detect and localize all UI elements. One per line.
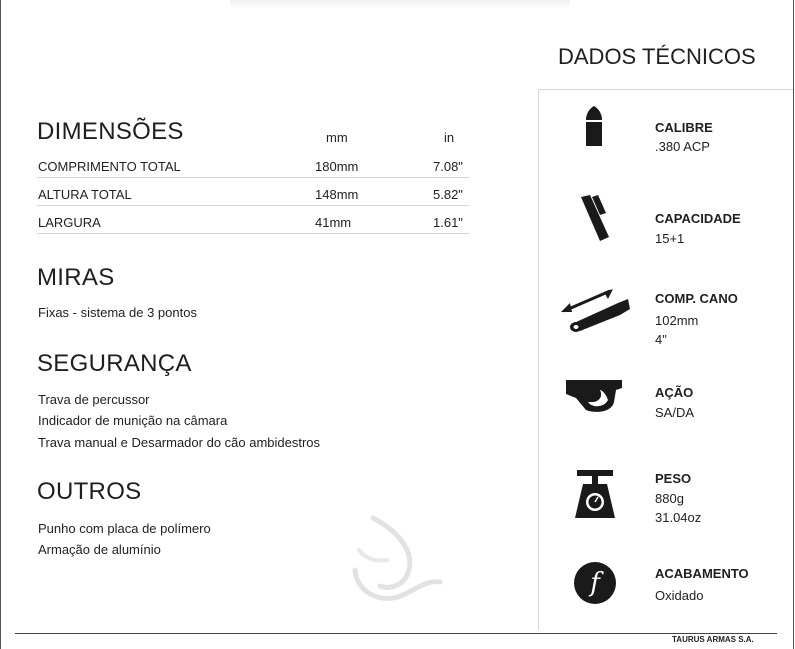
spec-label: COMP. CANO	[655, 291, 738, 306]
barrel-icon	[560, 285, 632, 337]
page-border	[0, 0, 1, 649]
dimension-label: ALTURA TOTAL	[38, 187, 132, 202]
spec-label: CALIBRE	[655, 120, 713, 135]
bullet-icon	[583, 106, 605, 148]
table-row	[37, 149, 469, 178]
column-header-in: in	[444, 130, 455, 145]
dimension-in: 5.82"	[433, 187, 463, 202]
spec-value: .380 ACP	[655, 139, 710, 154]
section-title-outros: OUTROS	[37, 478, 142, 505]
column-header-mm: mm	[326, 130, 348, 145]
panel-title: DADOS TÉCNICOS	[558, 44, 756, 69]
spec-label: CAPACIDADE	[655, 211, 741, 226]
dimension-mm: 41mm	[315, 215, 352, 230]
trigger-icon	[566, 380, 624, 414]
dimension-mm: 148mm	[315, 187, 359, 202]
spec-label: PESO	[655, 471, 692, 486]
seguranca-line: Trava manual e Desarmador do cão ambidestros	[38, 435, 321, 450]
outros-line: Punho com placa de polímero	[38, 521, 211, 536]
magazine-icon	[578, 193, 612, 243]
seguranca-line: Indicador de munição na câmara	[38, 413, 228, 428]
miras-line: Fixas - sistema de 3 pontos	[38, 305, 197, 320]
outros-line: Armação de alumínio	[38, 542, 161, 557]
bull-watermark-icon	[345, 510, 445, 610]
dimension-in: 7.08"	[433, 159, 463, 174]
technical-data-panel	[538, 89, 793, 630]
page-border	[793, 0, 794, 649]
dimension-in: 1.61"	[433, 215, 463, 230]
finish-icon: f	[574, 562, 616, 604]
spec-value: 880g	[655, 491, 684, 506]
section-title-miras: MIRAS	[37, 264, 115, 291]
table-row	[37, 205, 469, 234]
seguranca-line: Trava de percussor	[38, 392, 150, 407]
spec-value: 102mm	[655, 313, 699, 328]
section-title-seguranca: SEGURANÇA	[37, 350, 192, 377]
spec-label: ACABAMENTO	[655, 566, 749, 581]
spec-value: 15+1	[655, 231, 685, 246]
scale-icon	[573, 470, 617, 520]
spec-value: 4"	[655, 332, 667, 347]
footer-company: TAURUS ARMAS S.A.	[672, 635, 754, 644]
dimension-label: LARGURA	[38, 215, 101, 230]
spec-value: SA/DA	[655, 405, 695, 420]
table-row	[37, 177, 469, 206]
footer-divider	[15, 633, 777, 634]
spec-label: AÇÃO	[655, 385, 694, 400]
top-fade	[230, 0, 570, 8]
spec-value: 31.04oz	[655, 510, 702, 525]
spec-value: Oxidado	[655, 588, 704, 603]
dimension-label: COMPRIMENTO TOTAL	[38, 159, 181, 174]
section-title-dimensoes: DIMENSÕES	[37, 118, 184, 145]
dimension-mm: 180mm	[315, 159, 359, 174]
